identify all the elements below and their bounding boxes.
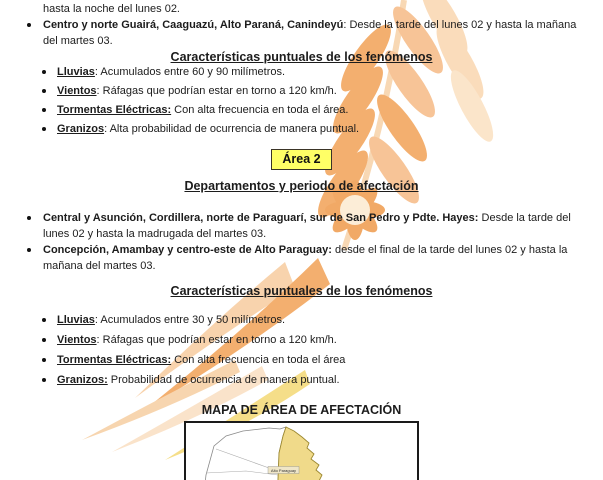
- area1-region-bullet: [0, 17, 603, 49]
- phenomenon-term: Tormentas Eléctricas:: [57, 104, 172, 116]
- phenomenon-vientos: [0, 333, 603, 348]
- phenomenon-desc: Con alta frecuencia en toda el área: [171, 354, 346, 366]
- area1-region-list: [0, 17, 603, 49]
- phenomenon-desc: : Alta probabilidad de ocurrencia de manera puntual.: [104, 123, 360, 135]
- phenomenon-term: Lluvias: [57, 66, 95, 78]
- map-section-title: MAPA DE ÁREA DE AFECTACIÓN: [201, 403, 402, 417]
- phenomenon-desc: : Acumulados entre 30 y 50 milímetros.: [94, 314, 286, 326]
- phenomenon-lluvias: [0, 313, 603, 328]
- area2-region-bullet: [0, 242, 603, 274]
- phenomenon-term: Vientos: [57, 334, 97, 346]
- area2-badge-row: [0, 149, 603, 170]
- phenomenon-term: Vientos: [57, 85, 97, 97]
- phenomenon-term: Tormentas Eléctricas:: [57, 354, 172, 366]
- paraguay-affectation-map: [186, 423, 417, 480]
- phenomenon-granizos: [0, 122, 603, 137]
- phenomenon-term: Granizos:: [57, 374, 108, 386]
- phenomenon-desc: Probabilidad de ocurrencia de manera puntual.: [107, 374, 340, 386]
- region-period: : Desde la tarde del lunes 02 y hasta la mañana del martes 03.: [43, 19, 577, 47]
- phenomenon-desc: Con alta frecuencia en toda el área.: [171, 104, 349, 116]
- area2-region-list: [0, 210, 603, 274]
- region-period: desde el final de la tarde del lunes 02 y hasta la mañana del martes 03.: [43, 244, 568, 272]
- region-names: Central y Asunción, Cordillera, norte de Paraguarí, sur de San Pedro y Pdte. Hayes:: [43, 212, 479, 224]
- phenomenon-lluvias: [0, 65, 603, 80]
- area2-characteristics-heading: Características puntuales de los fenómenos: [170, 284, 433, 298]
- phenomenon-vientos: [0, 84, 603, 99]
- area2-region-bullet: [0, 210, 603, 242]
- phenomenon-term: Granizos: [57, 123, 105, 135]
- area1-phenomena-list: [0, 65, 603, 137]
- phenomenon-tormentas: [0, 103, 603, 118]
- region-names: Centro y norte Guairá, Caaguazú, Alto Paraná, Canindeyú: [43, 19, 344, 31]
- area2-departments-heading: Departamentos y periodo de afectación: [184, 179, 419, 193]
- phenomenon-term: Lluvias: [57, 314, 95, 326]
- phenomenon-granizos: [0, 373, 603, 388]
- area1-characteristics-heading: Características puntuales de los fenómenos: [170, 50, 433, 64]
- phenomenon-desc: : Ráfagas que podrían estar en torno a 120 km/h.: [96, 85, 337, 97]
- area2-badge: Área 2: [271, 149, 331, 170]
- continuation-text: hasta la noche del lunes 02.: [43, 3, 180, 15]
- affectation-map-frame: [184, 421, 419, 480]
- region-names: Concepción, Amambay y centro-este de Alto Paraguay:: [43, 244, 332, 256]
- area2-phenomena-list: [0, 313, 603, 388]
- phenomenon-desc: : Acumulados entre 60 y 90 milímetros.: [94, 66, 286, 78]
- phenomenon-desc: : Ráfagas que podrían estar en torno a 120 km/h.: [96, 334, 337, 346]
- map-region-label: [268, 467, 299, 474]
- phenomenon-tormentas: [0, 353, 603, 368]
- region-period: Desde la tarde del lunes 02 y hasta la madrugada del martes 03.: [43, 212, 571, 240]
- svg-text:Alto Paraguay: Alto Paraguay: [270, 467, 297, 473]
